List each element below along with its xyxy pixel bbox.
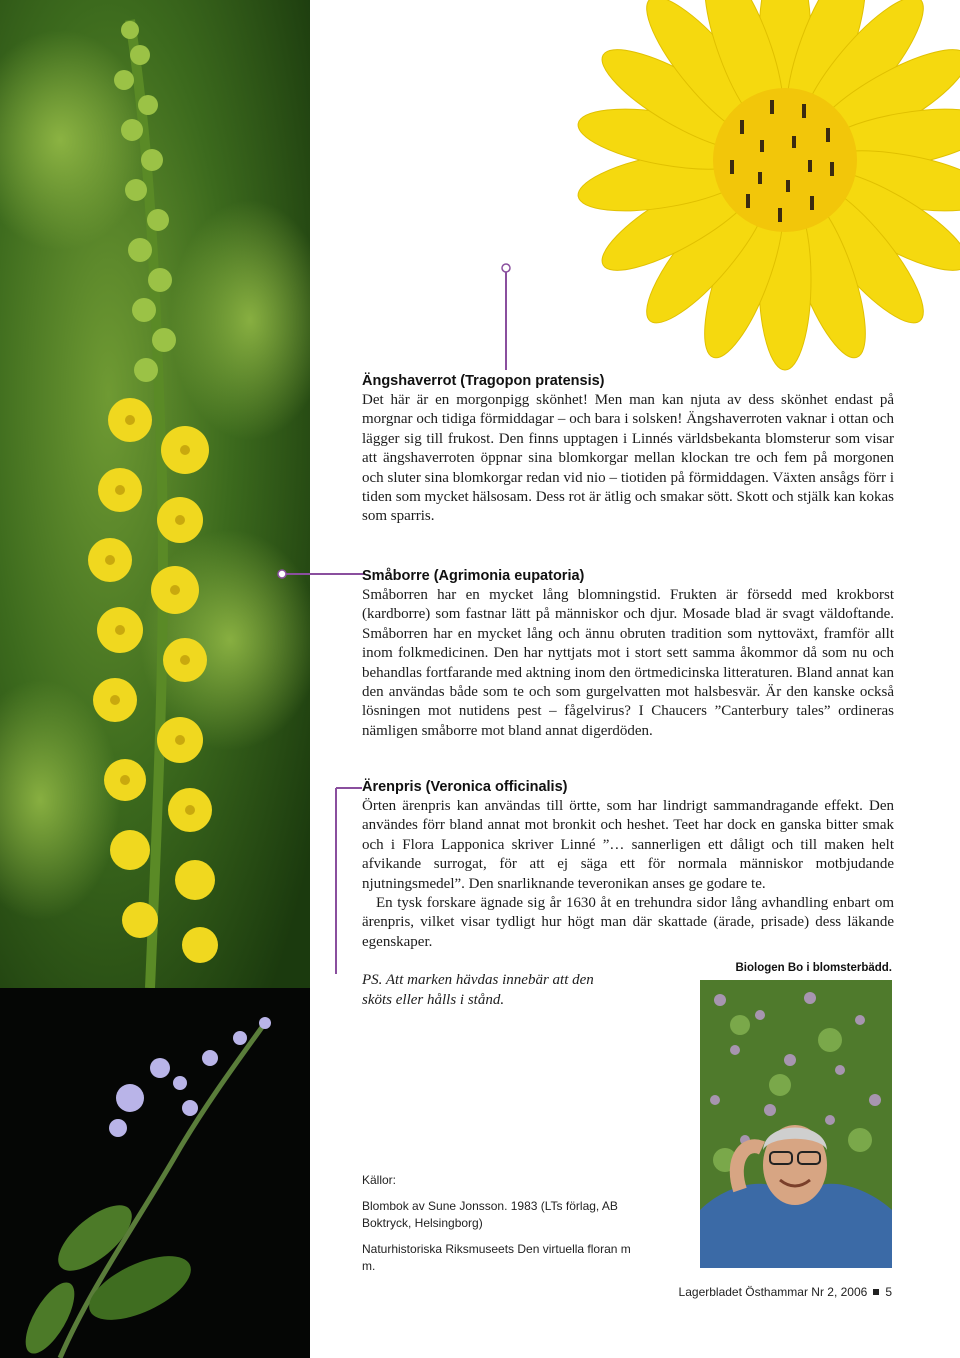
sources-label: Källor:	[362, 1173, 397, 1187]
article-body: Örten ärenpris kan användas till örtte, som har lindrigt sammandragande effekt. Den användes förr bland annat mot bronkit och heshet. Teet har dock en ganska bitter smak och i Flora Lapponica skriver Linné ”… sannerligen ett dåligt och till maken helt afvikande surrogat, för att ej säga ett för normala människor motbjudande njutningsmedel”. Den snarliknande teveronikan anses ge godare te.	[362, 798, 894, 892]
article-meadow-salsify	[362, 372, 894, 527]
article-body: En tysk forskare ägnade sig år 1630 åt en trehundra sidor lång avhandling enbart om ärenpris, vilket visar tydligt hur högt man där skattade (ärade, prisade) dess läkande egenskaper.	[362, 895, 894, 950]
meadow-salsify-photo	[540, 0, 960, 380]
article-agrimony	[362, 567, 894, 741]
source-item: Naturhistoriska Riksmuseets Den virtuella floran m m.	[362, 1242, 631, 1273]
sources-block	[362, 1172, 632, 1284]
photo-caption: Biologen Bo i blomsterbädd.	[735, 962, 892, 974]
article-speedwell	[362, 778, 894, 952]
veronica-photo	[0, 988, 310, 1358]
connector-line-1	[500, 262, 514, 374]
agrimony-photo	[0, 0, 310, 988]
article-heading: Småborre (Agrimonia eupatoria)	[362, 568, 585, 584]
source-item: Blombok av Sune Jonsson. 1983 (LTs förlag, AB Boktryck, Helsingborg)	[362, 1199, 618, 1230]
article-heading: Ängshaverrot (Tragopon pratensis)	[362, 373, 605, 389]
connector-line-3	[272, 778, 364, 978]
article-heading: Ärenpris (Veronica officinalis)	[362, 779, 568, 795]
square-bullet-icon	[873, 1289, 879, 1295]
connector-line-2	[276, 566, 366, 582]
ps-note: PS. Att marken hävdas innebär att den sköts eller hålls i stånd.	[362, 972, 594, 1008]
publication-name: Lagerbladet Östhammar Nr 2, 2006	[678, 1285, 868, 1299]
biologist-photo	[700, 980, 892, 1268]
article-body: Det här är en morgonpigg skönhet! Men man kan njuta av dess skönhet endast på morgnar och tidiga förmiddagar – och bara i solsken! Ängshaverroten vaknar i ottan och lägger sig till frukost. Den finns upptagen i Linnés världsbekanta blomsterur som visar att ängshaverroten öppnar sina blomkorgar mellan klockan tre och fem på morgonen och sluter sina blomkorgar redan vid nio – tiotiden på förmiddagen. Växten ansågs förr i tiden som mycket hälsosam. Dess rot är ätlig och smakar sött. Skott och stjälk kan kokas som sparris.	[362, 392, 894, 525]
page-number: 5	[885, 1285, 892, 1299]
page-footer	[679, 1285, 892, 1299]
article-body: Småborren har en mycket lång blomningstid. Frukten är försedd med krokborst (kardborre) som fastnar lätt på människor och djur. Mosade blad är svagt väldoftande. Småborren har en mycket lång och ännu obruten tradition som nyttoväxt, framför allt inom folkmedicinen. Den har nyttjats mot i stort sett samma åkommor då som nu och behandlas fortfarande med aktning inom den örtmedicinska litteraturen. Bland annat kan den användas både som te och som gurgelvatten mot halsbesvär. Är den kanske också lösningen mot nutidens pest – fågelvirus? I Chaucers ”Canterbury tales” ordineras nämligen småborre mot bland annat digerdöden.	[362, 587, 894, 739]
